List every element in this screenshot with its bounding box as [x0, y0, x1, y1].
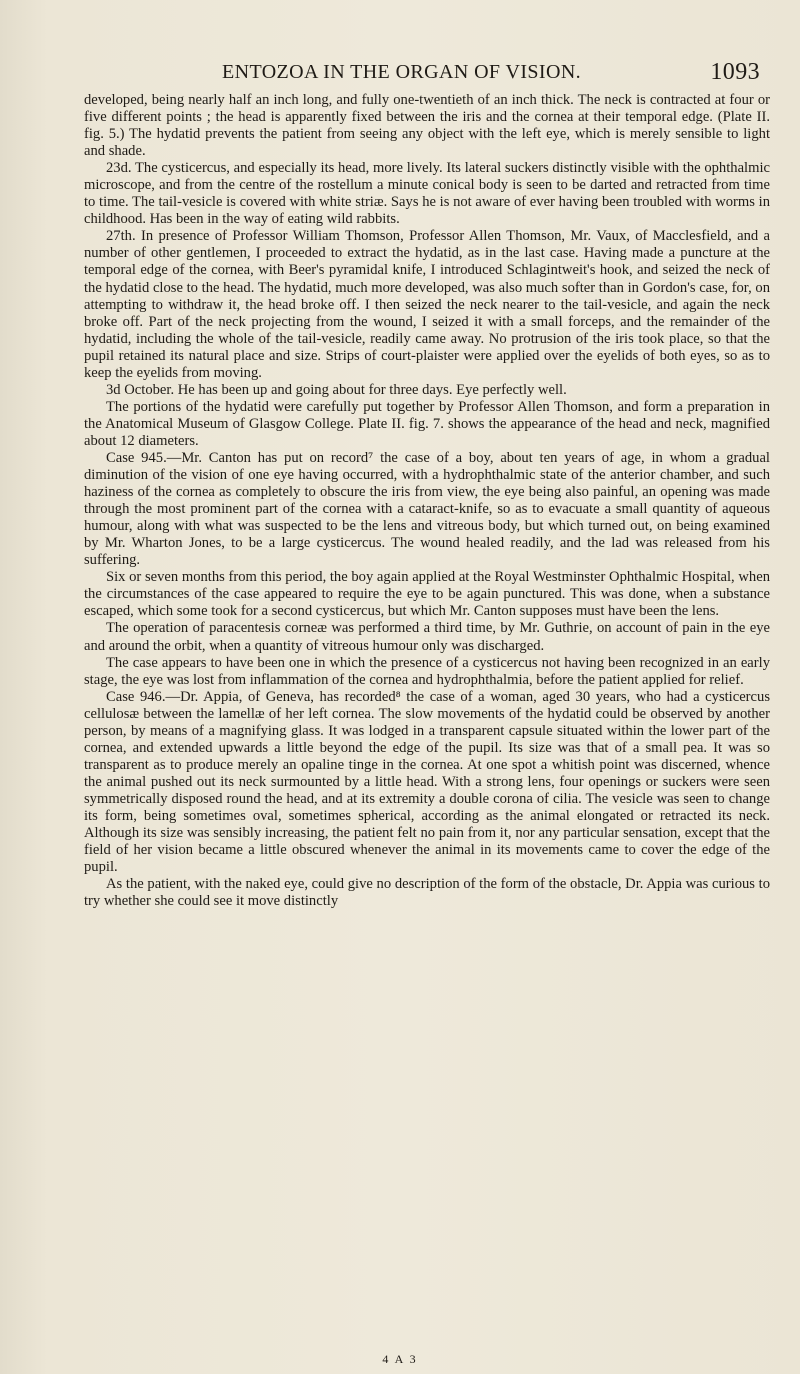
paragraph: Case 946.—Dr. Appia, of Geneva, has recorded⁸ the case of a woman, aged 30 years, who had a cysticercus cellulosæ between the lamellæ of her left cornea. The slow movements of the hydatid could be observed by another person, by means of a magnifying glass. It was lodged in a transparent capsule situated within the lower part of the cornea, and extended upwards a little beyond the edge of the pupil. Its size was that of a small pea. It was so transparent as to produce merely an opaline tinge in the cornea. At one spot a whitish point was discerned, whence the animal pushed out its neck surmounted by a little head. With a strong lens, four openings or suckers were seen symmetrically disposed round the head, and at its extremity a double corona of cilia. The vesicle was seen to change its form, being sometimes oval, sometimes spherical, according as the animal elongated or retracted its neck. Although its size was sensibly increasing, the patient felt no pain from it, nor any particular sensation, except that the field of her vision became a little obscured whenever the animal in its movements came to cover the edge of the pupil.	[84, 688, 770, 876]
paragraph: The case appears to have been one in which the presence of a cysticercus not having been recognized in an early stage, the eye was lost from inflammation of the cornea and hydrophthalmia, before the patient applied for relief.	[84, 654, 770, 688]
page-number: 1093	[710, 59, 760, 85]
paragraph: 23d. The cysticercus, and especially its head, more lively. Its lateral suckers distinctly visible with the ophthalmic microscope, and from the centre of the rostellum a minute conical body is seen to be darted and retracted from time to time. The tail-vesicle is covered with white striæ. Says he is not aware of ever having been troubled with worms in childhood. Has been in the way of eating wild rabbits.	[84, 160, 770, 228]
paragraph: developed, being nearly half an inch long, and fully one-twentieth of an inch thick. The neck is contracted at four or five different points ; the head is apparently fixed between the iris and the cornea at their temporal edge. (Plate II. fig. 5.) The hydatid prevents the patient from seeing any object with the left eye, which is merely sensible to light and shade.	[84, 92, 770, 160]
paragraph: The operation of paracentesis corneæ was performed a third time, by Mr. Guthrie, on account of pain in the eye and around the orbit, when a quantity of vitreous humour only was discharged.	[84, 620, 770, 654]
running-header	[84, 61, 760, 87]
paragraph: 3d October. He has been up and going about for three days. Eye perfectly well.	[106, 381, 567, 398]
paragraph: Case 945.—Mr. Canton has put on record⁷ the case of a boy, about ten years of age, in whom a gradual diminution of the vision of one eye having occurred, with a hydrophthalmic state of the anterior chamber, and such haziness of the cornea as completely to obscure the iris from view, the eye being also painful, an opening was made through the most prominent part of the cornea with a cataract-knife, so as to evacuate a small quantity of aqueous humour, along with what was suspected to be the lens and vitreous body, but which turned out, on being examined by Mr. Wharton Jones, to be a large cysticercus. The wound healed readily, and the lad was released from his suffering.	[84, 449, 770, 569]
running-title: ENTOZOA IN THE ORGAN OF VISION.	[222, 61, 582, 83]
paragraph: The portions of the hydatid were carefully put together by Professor Allen Thomson, and form a preparation in the Anatomical Museum of Glasgow College. Plate II. fig. 7. shows the appearance of the head and neck, magnified about 12 diameters.	[84, 398, 770, 449]
paragraph: 27th. In presence of Professor William Thomson, Professor Allen Thomson, Mr. Vaux, of Macclesfield, and a number of other gentlemen, I proceeded to extract the hydatid, as in the last case. Having made a puncture at the temporal edge of the cornea, with Beer's pyramidal knife, I introduced Schlagintweit's hook, and seized the neck of the hydatid close to the head. The hydatid, much more developed, was also much softer than in Gordon's case, for, on attempting to withdraw it, the head broke off. I then seized the neck nearer to the tail-vesicle, and again the neck broke off. Part of the neck projecting from the wound, I seized it with a small forceps, and the remainder of the hydatid, including the whole of the tail-vesicle, readily came away. No protrusion of the iris took place, so that the pupil retained its natural place and size. Strips of court-plaister were applied over the eyelids of both eyes, so as to keep the eyelids from moving.	[84, 228, 770, 381]
signature-mark: 4 A 3	[382, 1352, 418, 1366]
body-text	[84, 92, 770, 910]
paragraph: As the patient, with the naked eye, could give no description of the form of the obstacle, Dr. Appia was curious to try whether she could see it move distinctly	[84, 876, 770, 910]
paragraph: Six or seven months from this period, the boy again applied at the Royal Westminster Ophthalmic Hospital, when the circumstances of the case appeared to require the eye to be again punctured. This was done, when a substance escaped, which some took for a second cysticercus, but which Mr. Canton supposes must have been the lens.	[84, 569, 770, 620]
